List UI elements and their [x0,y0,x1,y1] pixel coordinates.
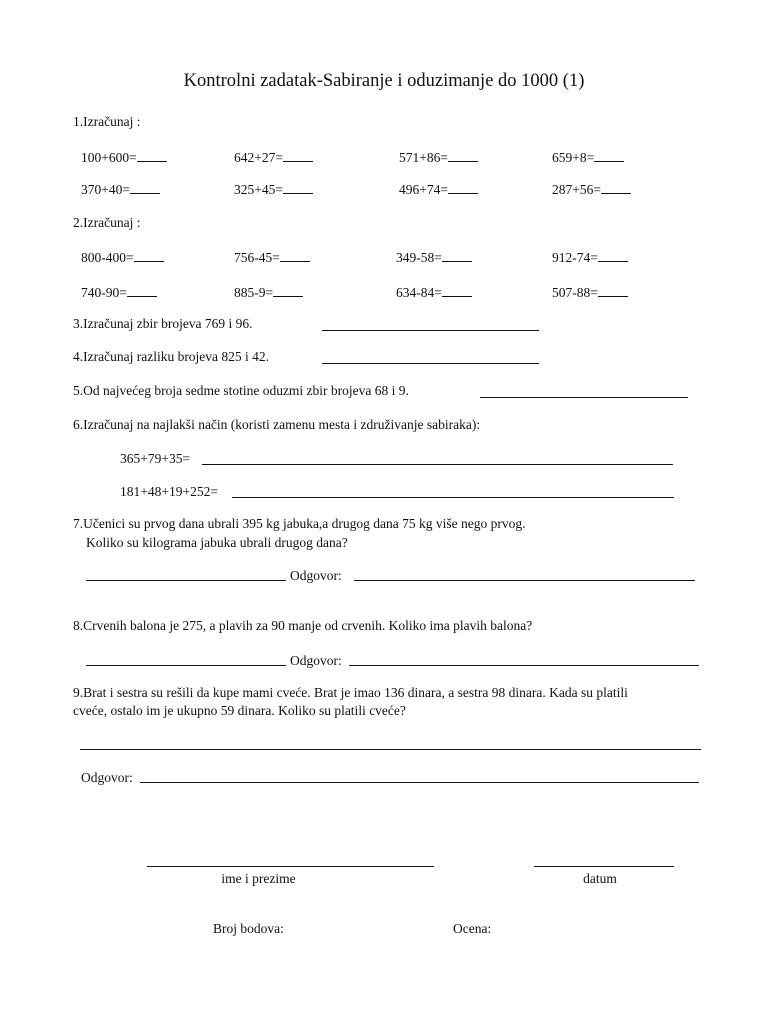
answer-blank[interactable] [601,181,631,194]
task1-r1c4: 659+8= [552,149,624,166]
task8-answer-label: Odgovor: [290,653,342,668]
answer-blank[interactable] [283,181,313,194]
task5-answer-line[interactable] [480,397,688,398]
task2-r2c4: 507-88= [552,284,628,301]
task2-label: 2.Izračunaj : [73,215,141,230]
task8-answer-line[interactable] [349,665,699,666]
task3-answer-line[interactable] [322,330,539,331]
answer-blank[interactable] [273,284,303,297]
task9-line2: cveće, ostalo im je ukupno 59 dinara. Koliko su platili cveće? [73,703,406,718]
task1-r1c3: 571+86= [399,149,478,166]
task4-text: 4.Izračunaj razliku brojeva 825 i 42. [73,349,270,364]
answer-blank[interactable] [134,249,164,262]
name-line[interactable] [147,866,434,867]
task6-expr1: 365+79+35= [120,451,191,466]
name-label: ime i prezime [221,871,296,886]
task1-label: 1.Izračunaj : [73,114,141,129]
task1-r2c2: 325+45= [234,181,313,198]
answer-blank[interactable] [598,284,628,297]
task1-r2c4: 287+56= [552,181,631,198]
task7-answer-label: Odgovor: [290,568,342,583]
answer-blank[interactable] [280,249,310,262]
task1-r2c1: 370+40= [81,181,160,198]
answer-blank[interactable] [442,284,472,297]
task2-r2c3: 634-84= [396,284,472,301]
task9-line1: 9.Brat i sestra su rešili da kupe mami cveće. Brat je imao 136 dinara, a sestra 98 dinara. Kada su platili [73,685,628,700]
task9-answer-line[interactable] [140,782,699,783]
task3-text: 3.Izračunaj zbir brojeva 769 i 96. [73,316,253,331]
answer-blank[interactable] [448,181,478,194]
task6-expr1-line[interactable] [202,464,673,465]
task7-line1: 7.Učenici su prvog dana ubrali 395 kg jabuka,a drugog dana 75 kg više nego prvog. [73,516,526,531]
answer-blank[interactable] [442,249,472,262]
answer-blank[interactable] [594,149,624,162]
answer-blank[interactable] [448,149,478,162]
page-title: Kontrolni zadatak-Sabiranje i oduzimanje do 1000 (1) [183,71,585,91]
task2-r2c2: 885-9= [234,284,303,301]
grade-label: Ocena: [453,921,492,936]
task1-r1c1: 100+600= [81,149,167,166]
task2-r1c4: 912-74= [552,249,628,266]
answer-blank[interactable] [598,249,628,262]
answer-blank[interactable] [130,181,160,194]
answer-blank[interactable] [127,284,157,297]
task2-r1c1: 800-400= [81,249,164,266]
task7-answer-line[interactable] [354,580,695,581]
date-label: datum [583,871,617,886]
task2-r1c2: 756-45= [234,249,310,266]
task6-expr2: 181+48+19+252= [120,484,218,499]
task6-expr2-line[interactable] [232,497,674,498]
task2-r1c3: 349-58= [396,249,472,266]
task1-r1c2: 642+27= [234,149,313,166]
task5-text: 5.Od najvećeg broja sedme stotine oduzmi zbir brojeva 68 i 9. [73,383,409,398]
answer-blank[interactable] [283,149,313,162]
points-label: Broj bodova: [213,921,284,936]
task6-label: 6.Izračunaj na najlakši način (koristi zamenu mesta i združivanje sabiraka): [73,417,481,432]
task7-work-line[interactable] [86,580,286,581]
task9-answer-label: Odgovor: [81,770,133,785]
answer-blank[interactable] [137,149,167,162]
task2-r2c1: 740-90= [81,284,157,301]
task4-answer-line[interactable] [322,363,539,364]
task1-r2c3: 496+74= [399,181,478,198]
task7-line2: Koliko su kilograma jabuka ubrali drugog dana? [86,535,348,550]
task8-text: 8.Crvenih balona je 275, a plavih za 90 manje od crvenih. Koliko ima plavih balona? [73,618,533,633]
date-line[interactable] [534,866,674,867]
task9-work-line[interactable] [80,749,701,750]
task8-work-line[interactable] [86,665,286,666]
